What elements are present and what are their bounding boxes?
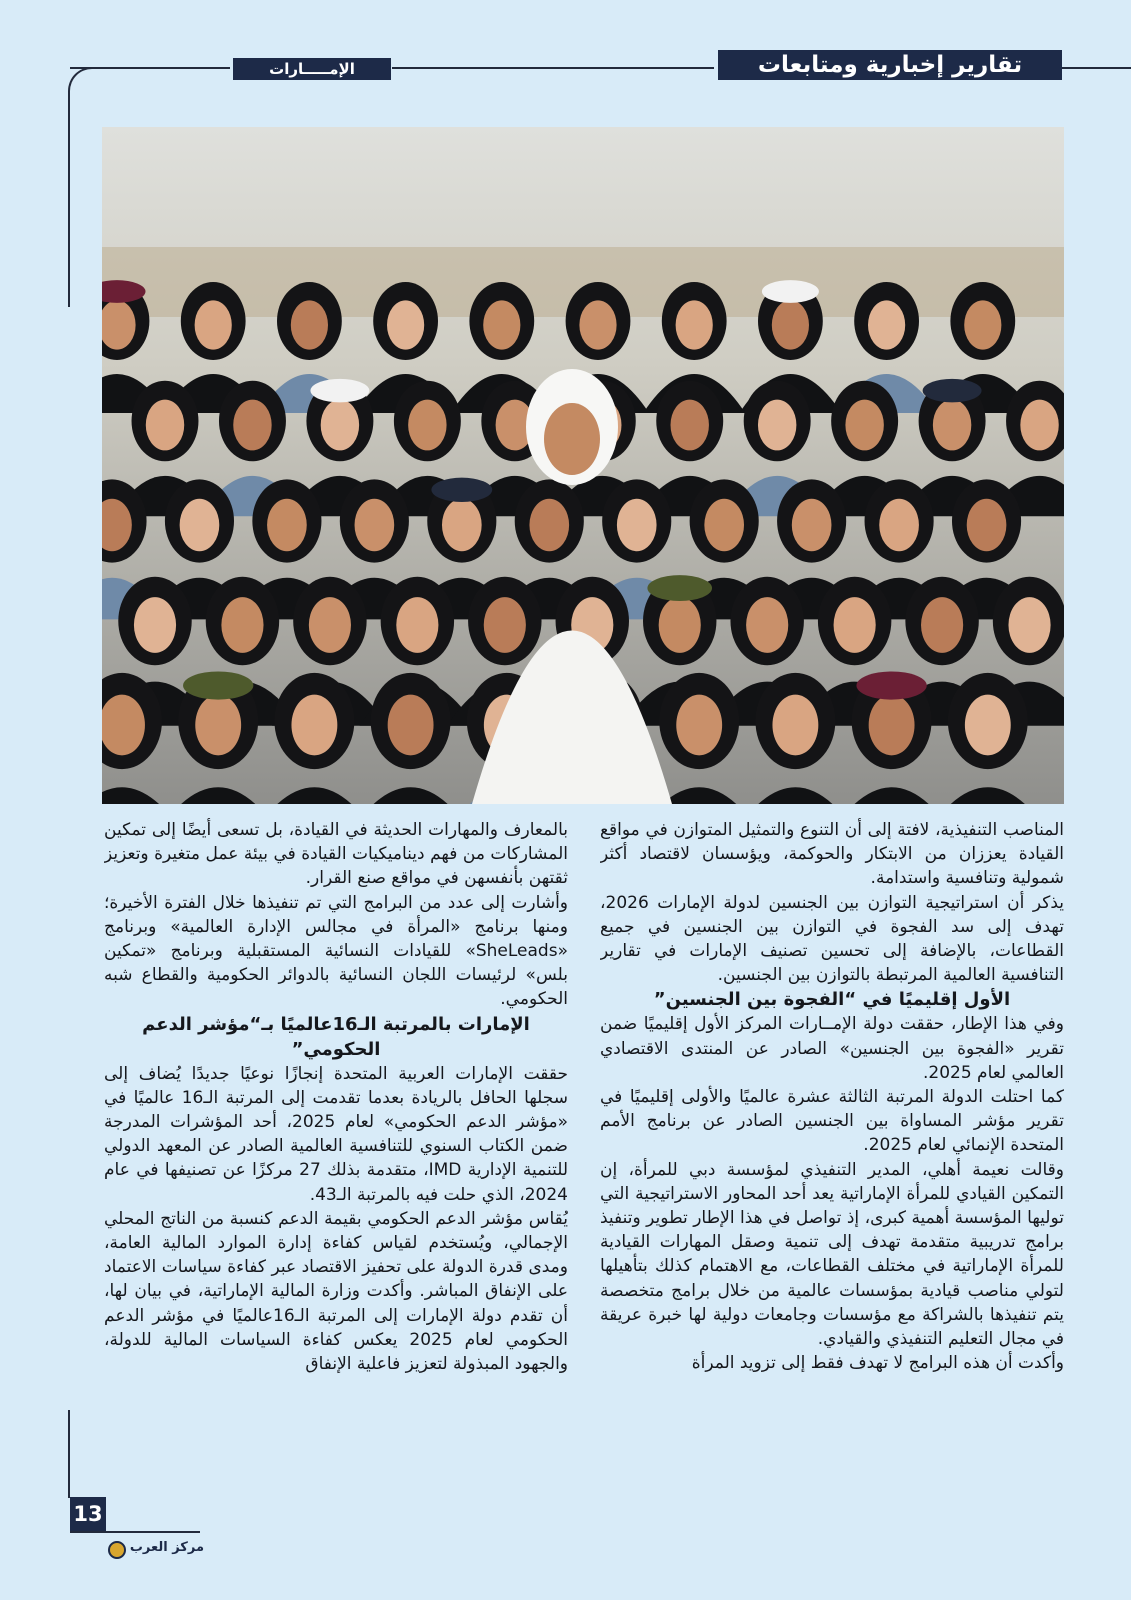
group-photo [102,127,1064,804]
paragraph: حققت الإمارات العربية المتحدة إنجازًا نوعيًا جديدًا يُضاف إلى سجلها الحافل بالريادة بعدما تقدمت إلى المرتبة الـ16 عالميًا في «مؤشر الدعم الحكومي» لعام 2025، أحد المؤشرات المدرجة ضمن الكتاب السنوي للتنافسية العالمية الصادر عن المعهد الدولي للتنمية الإدارية IMD، متقدمة بذلك 27 مركزًا عن تصنيفها في عام 2024، الذي حلت فيه بالمرتبة الـ43. [104,1063,568,1205]
group-photo-illustration [102,127,1064,804]
header-rule-middle [392,67,714,69]
subheading: الإمارات بالمرتبة الـ16عالميًا بـ“مؤشر الدعم الحكومي” [142,1013,530,1060]
frame-corner [68,67,96,95]
paragraph: بالمعارف والمهارات الحديثة في القيادة، بل تسعى أيضًا إلى تمكين المشاركات من فهم ديناميكيات القيادة في بيئة عمل متغيرة وتعزيز ثقتهن بأنفسهن في مواقع صنع القرار. [104,820,568,889]
subheading: الأول إقليميًا في “الفجوة بين الجنسين” [653,989,1011,1011]
frame-left-rule [68,93,70,307]
logo-text: مركز العرب [129,1540,204,1555]
emblem-icon [108,1541,126,1559]
paragraph: يذكر أن استراتيجية التوازن بين الجنسين لدولة الإمارات 2026، تهدف إلى سد الفجوة في التوازن بين الجنسين في جميع القطاعات، بالإضافة إلى تحسين تصنيف الإمارات في تقارير التنافسية العالمية المرتبطة بالتوازن بين الجنسين. [600,892,1064,986]
paragraph: وقالت نعيمة أهلي، المدير التنفيذي لمؤسسة دبي للمرأة، إن التمكين القيادي للمرأة الإماراتية يعد أحد المحاور الاستراتيجية التي توليها المؤسسة أهمية كبرى، إذ تواصل في هذا الإطار تطوير وتنفيذ برامج تدريبية متقدمة تهدف إلى تنمية وصقل المهارات القيادية للمرأة الإماراتية في مختلف القطاعات، مع الاهتمام كذلك بتأهيلها لتولي مناصب قيادية بمؤسسات عالمية من خلال برامج متخصصة يتم تنفيذها بالشراكة مع مؤسسات وجامعات دولية لها خبرة عريقة في مجال التعليم التنفيذي والقيادي. [600,1159,1064,1350]
footer-left-rule [68,1410,70,1498]
article-column-left [104,818,568,1506]
paragraph: يُقاس مؤشر الدعم الحكومي بقيمة الدعم كنسبة من الناتج المحلي الإجمالي، ويُستخدم لقياس كفاءة إدارة الموارد المالية العامة، ومدى قدرة الدولة على تحفيز الاقتصاد عبر كفاءة سياسات الاعتماد على الإنفاق المباشر. وأكدت وزارة المالية الإماراتية، في بيان لها، أن تقدم دولة الإمارات إلى المرتبة الـ16عالميًا في مؤشر الدعم الحكومي لعام 2025 يعكس كفاءة السياسات المالية للدولة، والجهود المبذولة لتعزيز فاعلية الإنفاق [104,1208,568,1375]
paragraph: وفي هذا الإطار، حققت دولة الإمــارات المركز الأول إقليميًا ضمن تقرير «الفجوة بين الجنسين» الصادر عن المنتدى الاقتصادي العالمي لعام 2025. [600,1014,1064,1083]
page-number: 13 [70,1497,106,1531]
publisher-logo [108,1538,204,1562]
article-column-right [600,818,1064,1506]
header-rule-right [1062,67,1131,69]
paragraph: وأكدت أن هذه البرامج لا تهدف فقط إلى تزويد المرأة [691,1353,1064,1374]
series-title: تقارير إخبارية ومتابعات [718,50,1062,80]
paragraph: المناصب التنفيذية، لافتة إلى أن التنوع والتمثيل المتوازن في مواقع القيادة يعززان من الابتكار والحوكمة، ويؤسسان لاقتصاد أكثر شمولية وتنافسية واستدامة. [600,820,1064,889]
section-tag: الإمـــــارات [233,58,391,80]
paragraph: وأشارت إلى عدد من البرامج التي تم تنفيذها خلال الفترة الأخيرة؛ ومنها برنامج «المرأة في مجالس الإدارة العالمية» وبرنامج «SheLeads» للقيادات النسائية المستقبلية وبرنامج «تمكين بلس» لرئيسات اللجان النسائية بالدوائر الحكومية والقطاع شبه الحكومي. [104,892,568,1010]
paragraph: كما احتلت الدولة المرتبة الثالثة عشرة عالميًا والأولى إقليميًا في تقرير مؤشر المساواة بين الجنسين الصادر عن برنامج الأمم المتحدة الإنمائي لعام 2025. [600,1087,1064,1156]
footer-rule [70,1531,200,1533]
